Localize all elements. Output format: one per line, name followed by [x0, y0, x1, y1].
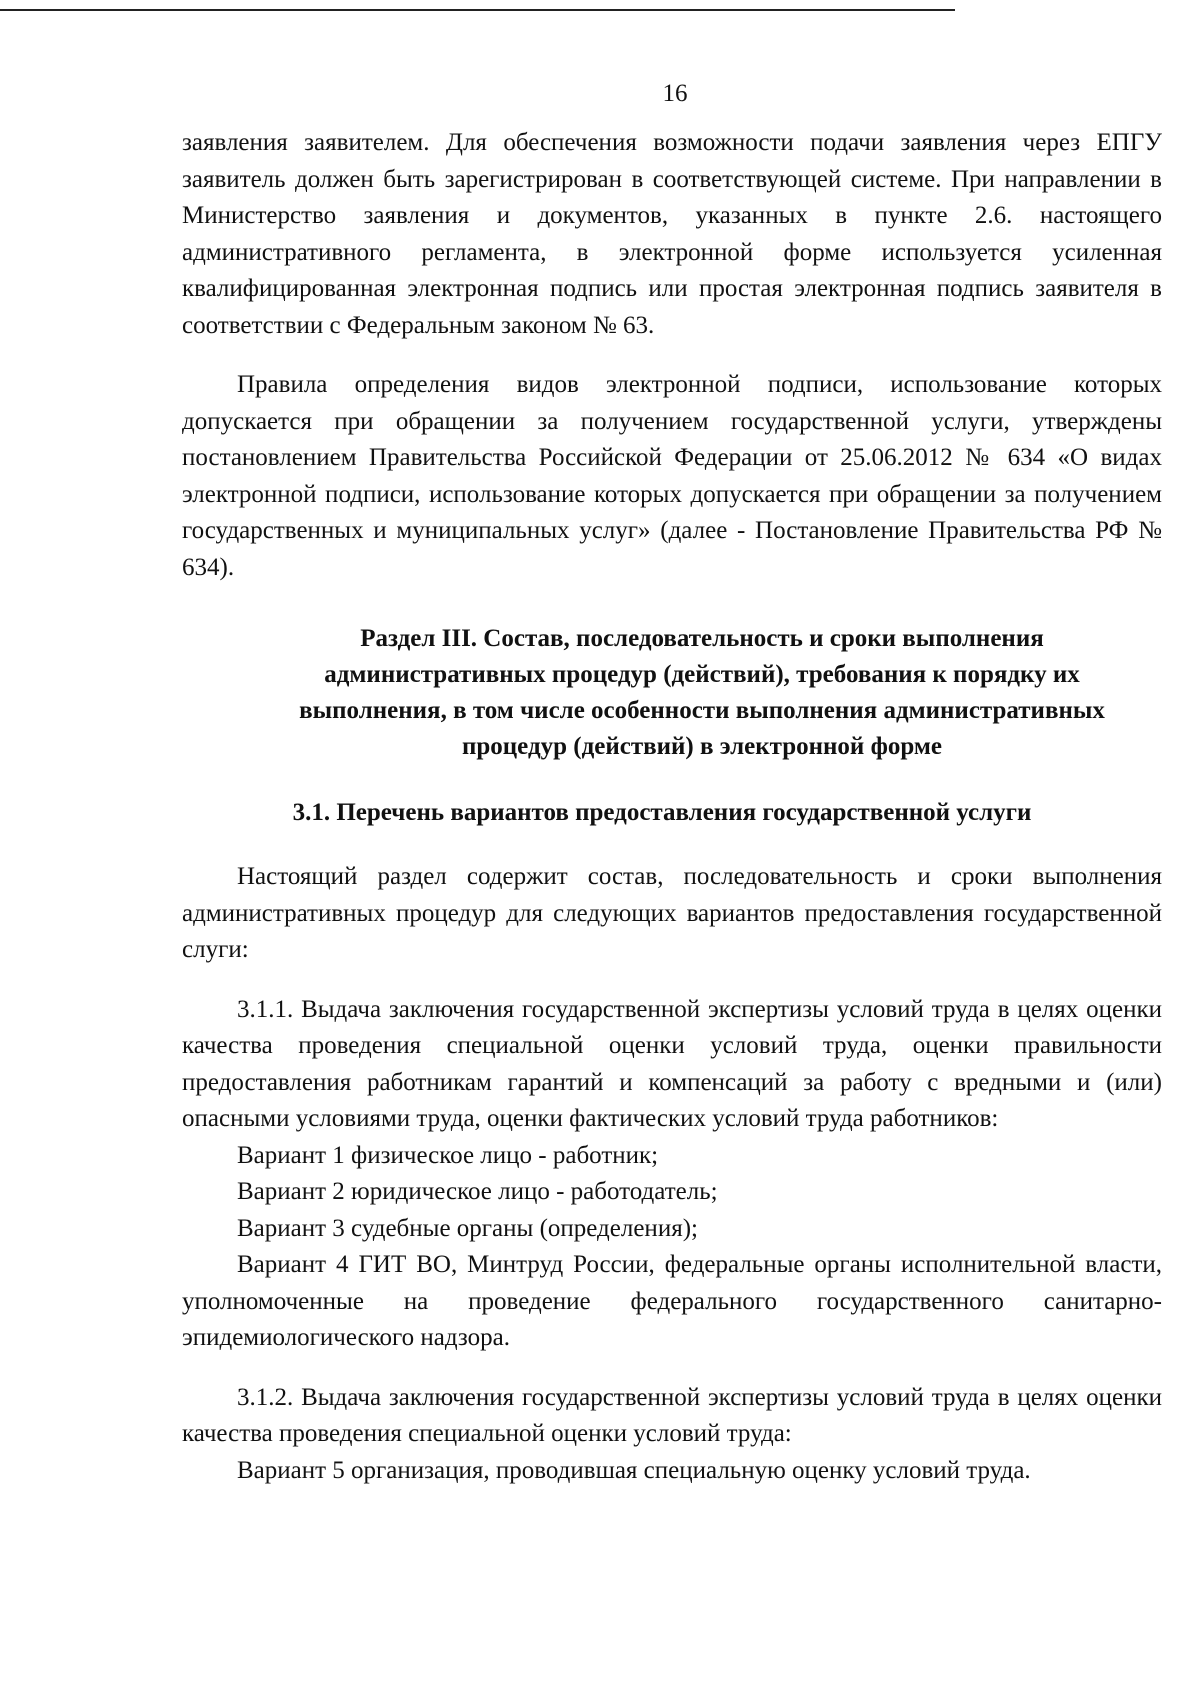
page-number: 16 [662, 80, 688, 107]
paragraph-3-1-2: 3.1.2. Выдача заключения государственной экспертизы условий труда в целях оценки качества проведения специальной оценки условий труда: [182, 1383, 1162, 1447]
paragraph-signature-rules: Правила определения видов электронной подписи, использование которых допускается при обращении за получением государственной услуги, утверждены постановлением Правительства Российской Федерации от 25.06.2012 № 634 «О видах электронной подписи, использование которых допускается при обращении за получением государственных и муниципальных услуг» (далее - Постановление Правительства РФ № 634). [182, 371, 1162, 581]
paragraph-3-1-1: 3.1.1. Выдача заключения государственной экспертизы условий труда в целях оценки качества проведения специальной оценки условий труда, оценки правильности предоставления работникам гарантий и компенсаций за работу с вредными и (или) опасными условиями труда, оценки фактических условий труда работников: [182, 995, 1162, 1132]
variant-5: Вариант 5 организация, проводившая специальную оценку условий труда. [237, 1456, 1031, 1484]
subsection-heading: 3.1. Перечень вариантов предоставления государственной услуги [292, 799, 1032, 826]
section-heading: Раздел III. Состав, последовательность и сроки выполнения административных процедур (действий), требования к порядку их выполнения, в том числе особенности выполнения административных процедур (действий) в электронной форме [299, 625, 1105, 760]
variant-3: Вариант 3 судебные органы (определения); [237, 1214, 698, 1242]
paragraph-section-intro: Настоящий раздел содержит состав, последовательность и сроки выполнения административных процедур для следующих вариантов предоставления государственной слуги: [182, 863, 1162, 963]
variant-1: Вариант 1 физическое лицо - работник; [237, 1141, 659, 1169]
paragraph-epgu-signature: заявления заявителем. Для обеспечения возможности подачи заявления через ЕПГУ заявитель должен быть зарегистрирован в соответствующей системе. При направлении в Министерство заявления и документов, указанных в пункте 2.6. настоящего административного регламента, в электронной форме используется усиленная квалифицированная электронная подпись или простая электронная подпись заявителя в соответствии с Федеральным законом № 63. [182, 129, 1162, 339]
variant-4: Вариант 4 ГИТ ВО, Минтруд России, федеральные органы исполнительной власти, уполномоченные на проведение федерального государственного санитарно-эпидемиологического надзора. [182, 1251, 1162, 1351]
top-rule [0, 9, 955, 11]
variant-2: Вариант 2 юридическое лицо - работодатель; [237, 1178, 718, 1205]
document-body [182, 125, 1162, 1489]
